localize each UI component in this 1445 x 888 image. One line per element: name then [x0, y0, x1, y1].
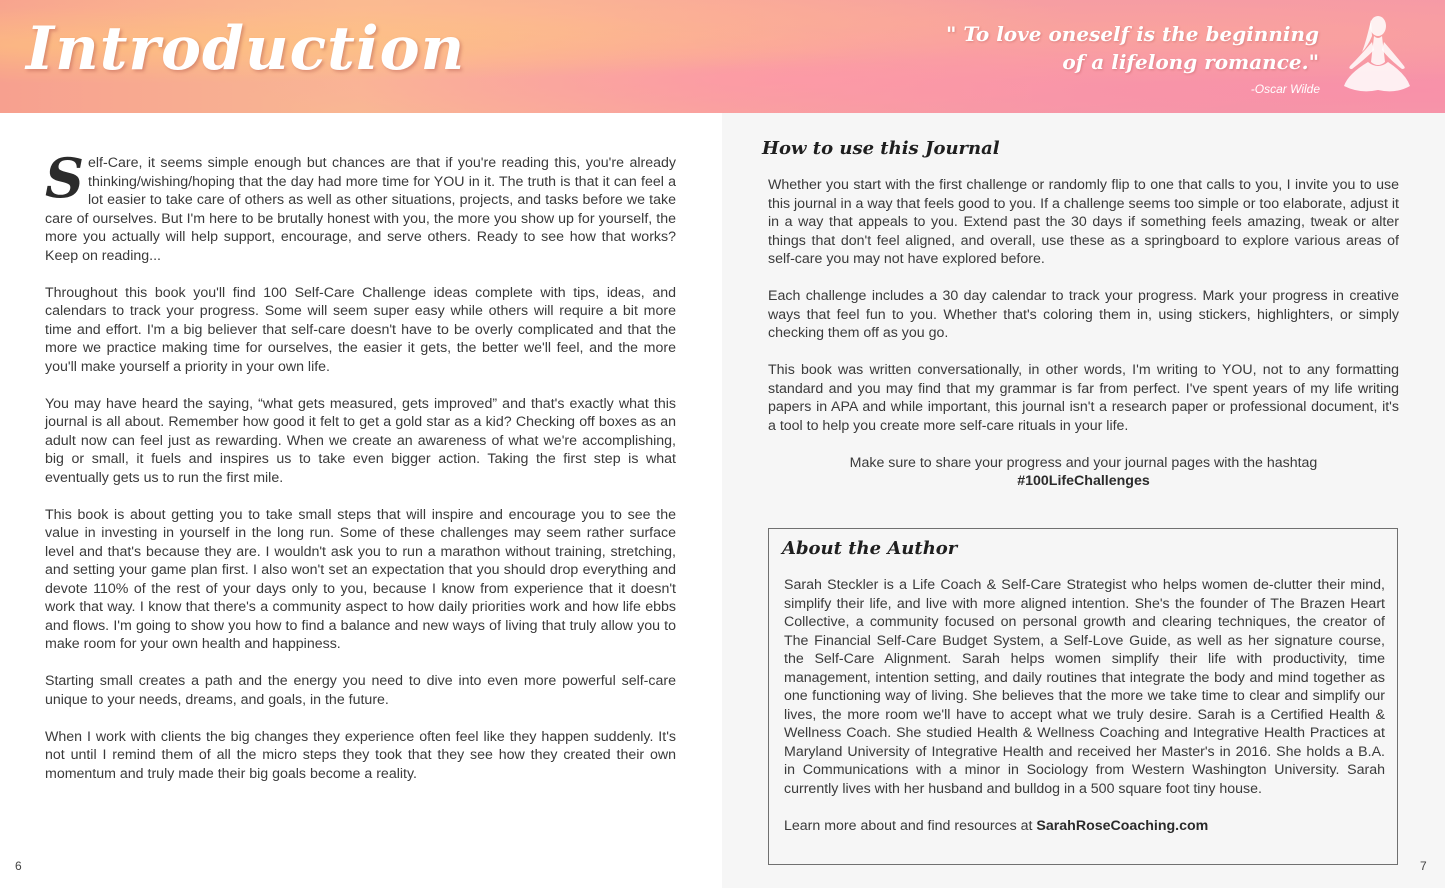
drop-cap: S: [45, 146, 84, 210]
hashtag: #100LifeChallenges: [1017, 473, 1150, 489]
header-banner: [0, 0, 1445, 113]
quote-author: -Oscar Wilde: [1250, 82, 1320, 96]
quote-line-1: " To love oneself is the beginning: [945, 22, 1319, 46]
intro-paragraph-4: This book is about getting you to take small steps that will inspire and encourage you to see the value in investing in yourself in the long run. Some of these challenges may seem rather surface level and that's because they are. I wouldn't ask you to run a marathon without training, stretching, and setting your game plan first. I also won't set an expectation that you should drop everything and devote 110% of the rest of your days only to you, because I know from experience that it doesn't work that way. I know that there's a community aspect to how daily priorities work and how life ebbs and flows. I'm going to show you how to find a balance and new ways of living that truly allow you to make room for your own health and happiness.: [45, 506, 676, 652]
about-author-heading: About the Author: [782, 538, 958, 559]
quote: [946, 20, 1319, 76]
website-link[interactable]: SarahRoseCoaching.com: [1036, 817, 1209, 834]
about-author-text: [784, 576, 1385, 854]
intro-paragraph-5: Starting small creates a path and the energy you need to dive into even more powerful self-care unique to your needs, dreams, and goals, in the future.: [45, 673, 676, 708]
meditation-figure-icon: [1338, 12, 1414, 104]
share-paragraph: [768, 454, 1399, 491]
intro-paragraph-1-text: elf-Care, it seems simple enough but chances are that if you're reading this, you're already thinking/wishing/hoping that the day had more time for YOU in it. The truth is that it can feel a lot easier to take care of others as well as other situations, projects, and tasks before we take care of ourselves. But I'm here to be brutally honest with you, the more you show up for yourself, the more you actually will help support, encourage, and serve others. Ready to see how that works? Keep on reading...: [45, 155, 676, 264]
author-bio: Sarah Steckler is a Life Coach & Self-Care Strategist who helps women de-clutter their mind, simplify their life, and live with more aligned intention. She's the founder of The Brazen Heart Collective, a community focused on personal growth and clearing techniques, the creator of The Financial Self-Care Budget System, a Self-Love Guide, as well as her signature course, the Self-Care Alignment. Sarah helps women simplify their life with productivity, time management, intention setting, and daily routines that integrate the body and mind together as one functioning way of living. She believes that the more we take time to clear and simplify our lives, the more room we'll have to accept what we truly desire. Sarah is a Certified Health & Wellness Coach. She studied Health & Wellness Coaching and Integrative Health Practices at Maryland University of Integrative Health and received her Master's in 2016. She holds a B.A. in Communications with a minor in Sociology from Western Washington University. Sarah currently lives with her husband and bulldog in a 500 square foot tiny house.: [784, 577, 1385, 797]
quote-line-2: of a lifelong romance.": [1062, 50, 1319, 74]
page-number-right: 7: [1420, 859, 1427, 873]
how-to-use-text: [768, 176, 1399, 509]
how-paragraph-3: This book was written conversationally, in other words, I'm writing to YOU, not to any formatting standard and you may find that my grammar is far from perfect. I've spent years of my life writing papers in APA and while important, this journal isn't a research paper or professional document, it's a tool to help you create more self-care rituals in your life.: [768, 362, 1399, 434]
intro-paragraph-1: [45, 146, 676, 265]
how-paragraph-1: Whether you start with the first challenge or randomly flip to one that calls to you, I invite you to use this journal in a way that feels good to you. If a challenge seems too simple or too elaborate, adjust it in a way that appeals to you. Extend past the 30 days if something feels amazing, tweak or alter things that don't feel aligned, and overall, use these as a springboard to explore various areas of self-care you may not have explored before.: [768, 177, 1399, 267]
about-author-box: [768, 528, 1398, 865]
intro-paragraph-6: When I work with clients the big changes they experience often feel like they happen suddenly. It's not until I remind them of all the micro steps they took that they see how they created their own momentum and truly made their big goals become a reality.: [45, 728, 676, 782]
learn-more-text: Learn more about and find resources at: [784, 817, 1033, 834]
page-number-left: 6: [15, 859, 22, 873]
introduction-text: [45, 146, 676, 802]
intro-paragraph-2: Throughout this book you'll find 100 Self-Care Challenge ideas complete with tips, ideas, and calendars to track your progress. Some will seem super easy while others will require a bit more time and effort. I'm a big believer that self-care doesn't have to be overly complicated and that the more we practice making time for ourselves, the easier it gets, the better we'll feel, and the more you'll make yourself a priority in your own life.: [45, 284, 676, 375]
how-to-use-heading: How to use this Journal: [762, 138, 1000, 159]
intro-paragraph-3: You may have heard the saying, “what gets measured, gets improved” and that's exactly what this journal is all about. Remember how good it felt to get a gold star as a kid? Checking off boxes as an adult now can feel just as rewarding. When we create an awareness of what we're accomplishing, big or small, it fuels and inspires us to take even bigger action. Taking the first step is what eventually gets us to run the first mile.: [45, 395, 676, 486]
page-title: Introduction: [26, 14, 466, 84]
learn-more: [784, 817, 1385, 836]
how-paragraph-2: Each challenge includes a 30 day calendar to track your progress. Mark your progress in creative ways that feel fun to you. Whether that's coloring them in, using stickers, highlighters, or simply checking them off as you go.: [768, 288, 1399, 341]
share-text: Make sure to share your progress and your journal pages with the hashtag: [849, 454, 1318, 471]
